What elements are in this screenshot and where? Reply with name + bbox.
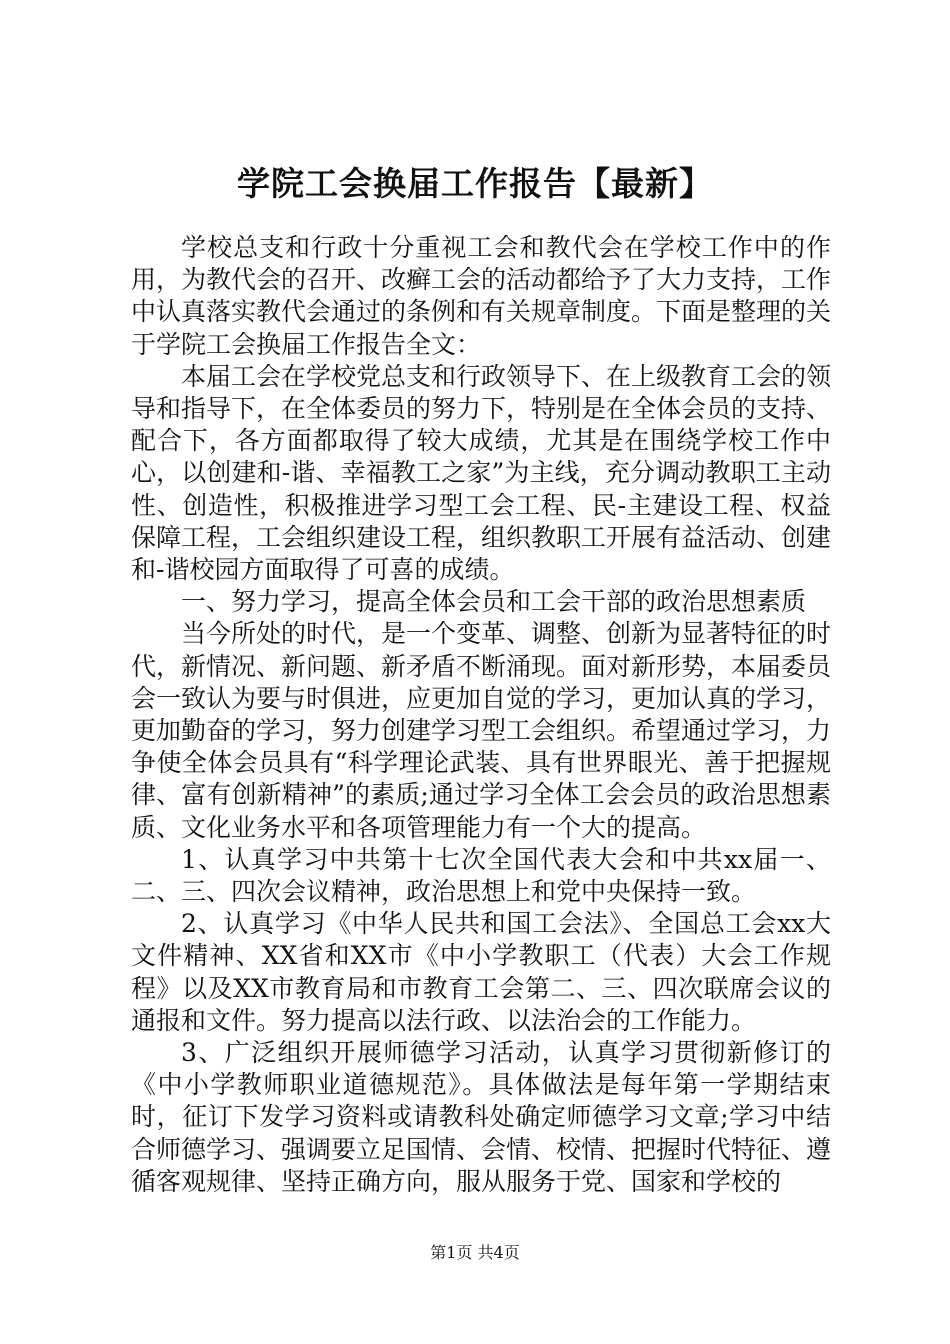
- section-heading-1: 一、努力学习，提高全体会员和工会干部的政治思想素质: [181, 587, 807, 617]
- page-footer: 第1页 共4页: [430, 1243, 520, 1262]
- paragraph-section-1: 当今所处的时代，是一个变革、调整、创新为显著特征的时代，新情况、新问题、新矛盾不断涌现。面对新形势，本届委员会一致认为要与时俱进，应更加自觉的学习，更加认真的学习，更加勤奋的学习，努力创建学习型工会组织。希望通过学习，力争使全体会员具有“科学理论武装、具有世界眼光、善于把握规律、富有创新精神”的素质;通过学习全体工会会员的政治思想素质、文化业务水平和各项管理能力有一个大的提高。: [131, 619, 832, 842]
- paragraph-intro: 学校总支和行政十分重视工会和教代会在学校工作中的作用，为教代会的召开、改癣工会的活动都给予了大力支持，工作中认真落实教代会通过的条例和有关规章制度。下面是整理的关于学院工会换届工作报告全文：: [131, 233, 832, 359]
- document-body: [131, 232, 831, 1198]
- paragraph-overview: 本届工会在学校党总支和行政领导下、在上级教育工会的领导和指导下，在全体委员的努力下，特别是在全体会员的支持、配合下，各方面都取得了较大成绩，尤其是在围绕学校工作中心，以创建和-谐、幸福教工之家”为主线，充分调动教职工主动性、创造性，积极推进学习型工会工程、民-主建设工程、权益保障工程，工会组织建设工程，组织教职工开展有益活动、创建和-谐校园方面取得了可喜的成绩。: [131, 361, 832, 585]
- list-item-2: 2、认真学习《中华人民共和国工会法》、全国总工会xx大文件精神、XX省和XX市《中小学教职工（代表）大会工作规程》以及XX市教育局和市教育工会第二、三、四次联席会议的通报和文件。努力提高以法行政、以法治会的工作能力。: [131, 909, 831, 1035]
- list-item-1: 1、认真学习中共第十七次全国代表大会和中共xx届一、二、三、四次会议精神，政治思想上和党中央保持一致。: [131, 844, 831, 907]
- document-title: 学院工会换届工作报告【最新】: [237, 164, 713, 203]
- list-item-3: 3、广泛组织开展师德学习活动，认真学习贯彻新修订的《中小学教师职业道德规范》。具体做法是每年第一学期结束时，征订下发学习资料或请教科处确定师德学习文章;学习中结合师德学习、强调要立足国情、会情、校情、把握时代特征、遵循客观规律、坚持正确方向，服从服务于党、国家和学校的: [131, 1038, 832, 1196]
